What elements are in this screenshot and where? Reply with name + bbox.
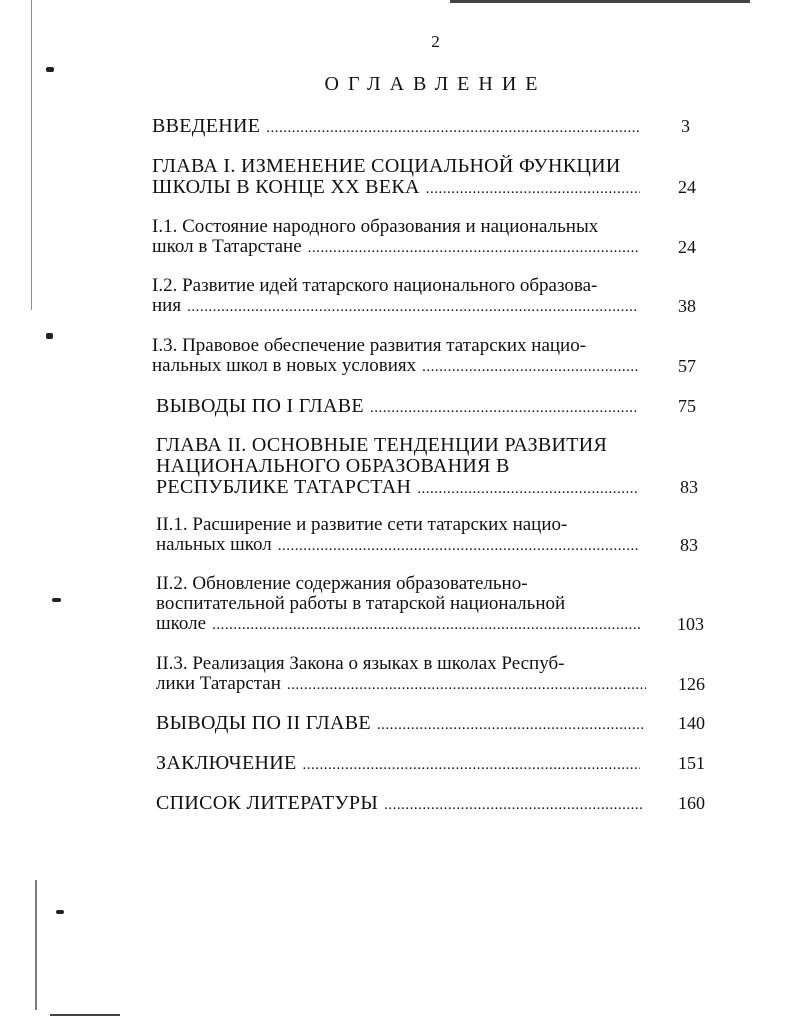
scan-speck xyxy=(46,67,54,72)
scan-left-border-lower xyxy=(35,880,37,1010)
toc-entry-text: школ в Татарстане xyxy=(152,236,302,257)
toc-entry xyxy=(156,574,648,635)
toc-entry-text: школе xyxy=(156,613,207,634)
toc-entry-text: ЗАКЛЮЧЕНИЕ xyxy=(156,752,297,774)
scan-bottom-border xyxy=(50,1014,120,1016)
toc-page-number: 24 xyxy=(678,237,696,257)
dot-leader xyxy=(287,674,646,695)
toc-page-number: 57 xyxy=(678,356,696,376)
dot-leader xyxy=(370,396,638,419)
dot-leader xyxy=(377,713,644,736)
toc-page-number: 83 xyxy=(680,477,698,497)
scan-speck xyxy=(46,333,53,339)
toc-entry xyxy=(152,217,648,258)
toc-page-number: 160 xyxy=(678,793,705,813)
toc-page-number: 126 xyxy=(678,674,705,694)
toc-page-number: 140 xyxy=(678,713,705,733)
toc-entry xyxy=(152,116,648,139)
toc-entry-text: I.1. Состояние народного образования и национальных xyxy=(152,216,599,237)
dot-leader xyxy=(384,793,642,816)
toc-entry-text: ВЫВОДЫ ПО I ГЛАВЕ xyxy=(156,395,364,417)
toc-entry xyxy=(156,654,654,695)
toc-entry xyxy=(156,396,646,419)
dot-leader xyxy=(422,356,638,377)
toc-entry-text: ГЛАВА II. ОСНОВНЫЕ ТЕНДЕНЦИИ РАЗВИТИЯ xyxy=(156,434,608,456)
scan-speck xyxy=(52,598,61,602)
dot-leader xyxy=(266,116,640,139)
dot-leader xyxy=(308,237,640,258)
toc-entry-text: ВЫВОДЫ ПО II ГЛАВЕ xyxy=(156,712,371,734)
toc-entry-text: ния xyxy=(152,295,182,316)
toc-entry-text: СПИСОК ЛИТЕРАТУРЫ xyxy=(156,792,379,814)
toc-entry-text: нальных школ в новых условиях xyxy=(152,355,417,376)
toc-entry-text: ВВЕДЕНИЕ xyxy=(152,115,261,137)
toc-entry-text: II.3. Реализация Закона о языках в школах Респуб- xyxy=(156,653,565,674)
toc-entry-text: ГЛАВА I. ИЗМЕНЕНИЕ СОЦИАЛЬНОЙ ФУНКЦИИ xyxy=(152,155,621,177)
toc-page-number: 3 xyxy=(681,116,690,136)
dot-leader xyxy=(302,753,640,776)
toc-page-number: 103 xyxy=(677,614,704,634)
toc-entry-text: воспитательной работы в татарской национальной xyxy=(156,593,566,614)
page-number: 2 xyxy=(431,32,440,51)
toc-page-number: 83 xyxy=(680,535,698,555)
toc-entry xyxy=(156,515,648,556)
dot-leader xyxy=(278,535,640,556)
toc-page-number: 24 xyxy=(678,177,696,197)
scan-left-border xyxy=(31,0,32,310)
toc-entry xyxy=(152,336,646,377)
dot-leader xyxy=(426,177,640,200)
toc-title: ОГЛАВЛЕНИЕ xyxy=(324,73,547,95)
toc-entry-text: НАЦИОНАЛЬНОГО ОБРАЗОВАНИЯ В xyxy=(156,455,510,477)
toc-entry xyxy=(156,713,652,736)
toc-entry xyxy=(152,276,646,317)
toc-entry xyxy=(152,156,648,200)
toc-entry-text: I.2. Развитие идей татарского национального образова- xyxy=(152,275,598,296)
toc-entry-text: РЕСПУБЛИКЕ ТАТАРСТАН xyxy=(156,476,412,498)
scan-speck xyxy=(56,910,64,914)
toc-entry-text: I.3. Правовое обеспечение развития татарских нацио- xyxy=(152,335,587,356)
toc-page-number: 75 xyxy=(678,396,696,416)
toc-entry-text: ШКОЛЫ В КОНЦЕ XX ВЕКА xyxy=(152,176,420,198)
dot-leader xyxy=(212,614,640,635)
toc-entry-text: II.2. Обновление содержания образовательно- xyxy=(156,573,528,594)
toc-page-number: 151 xyxy=(678,753,705,773)
toc-entry xyxy=(156,793,650,816)
toc-entry-text: лики Татарстан xyxy=(156,673,281,694)
scan-top-border xyxy=(450,0,750,3)
toc-entry-text: нальных школ xyxy=(156,534,272,555)
toc-page-number: 38 xyxy=(678,296,696,316)
toc-entry-text: II.1. Расширение и развитие сети татарских нацио- xyxy=(156,514,568,535)
toc-entry xyxy=(156,753,648,776)
dot-leader xyxy=(417,477,638,500)
dot-leader xyxy=(187,296,638,317)
toc-entry xyxy=(156,435,646,500)
